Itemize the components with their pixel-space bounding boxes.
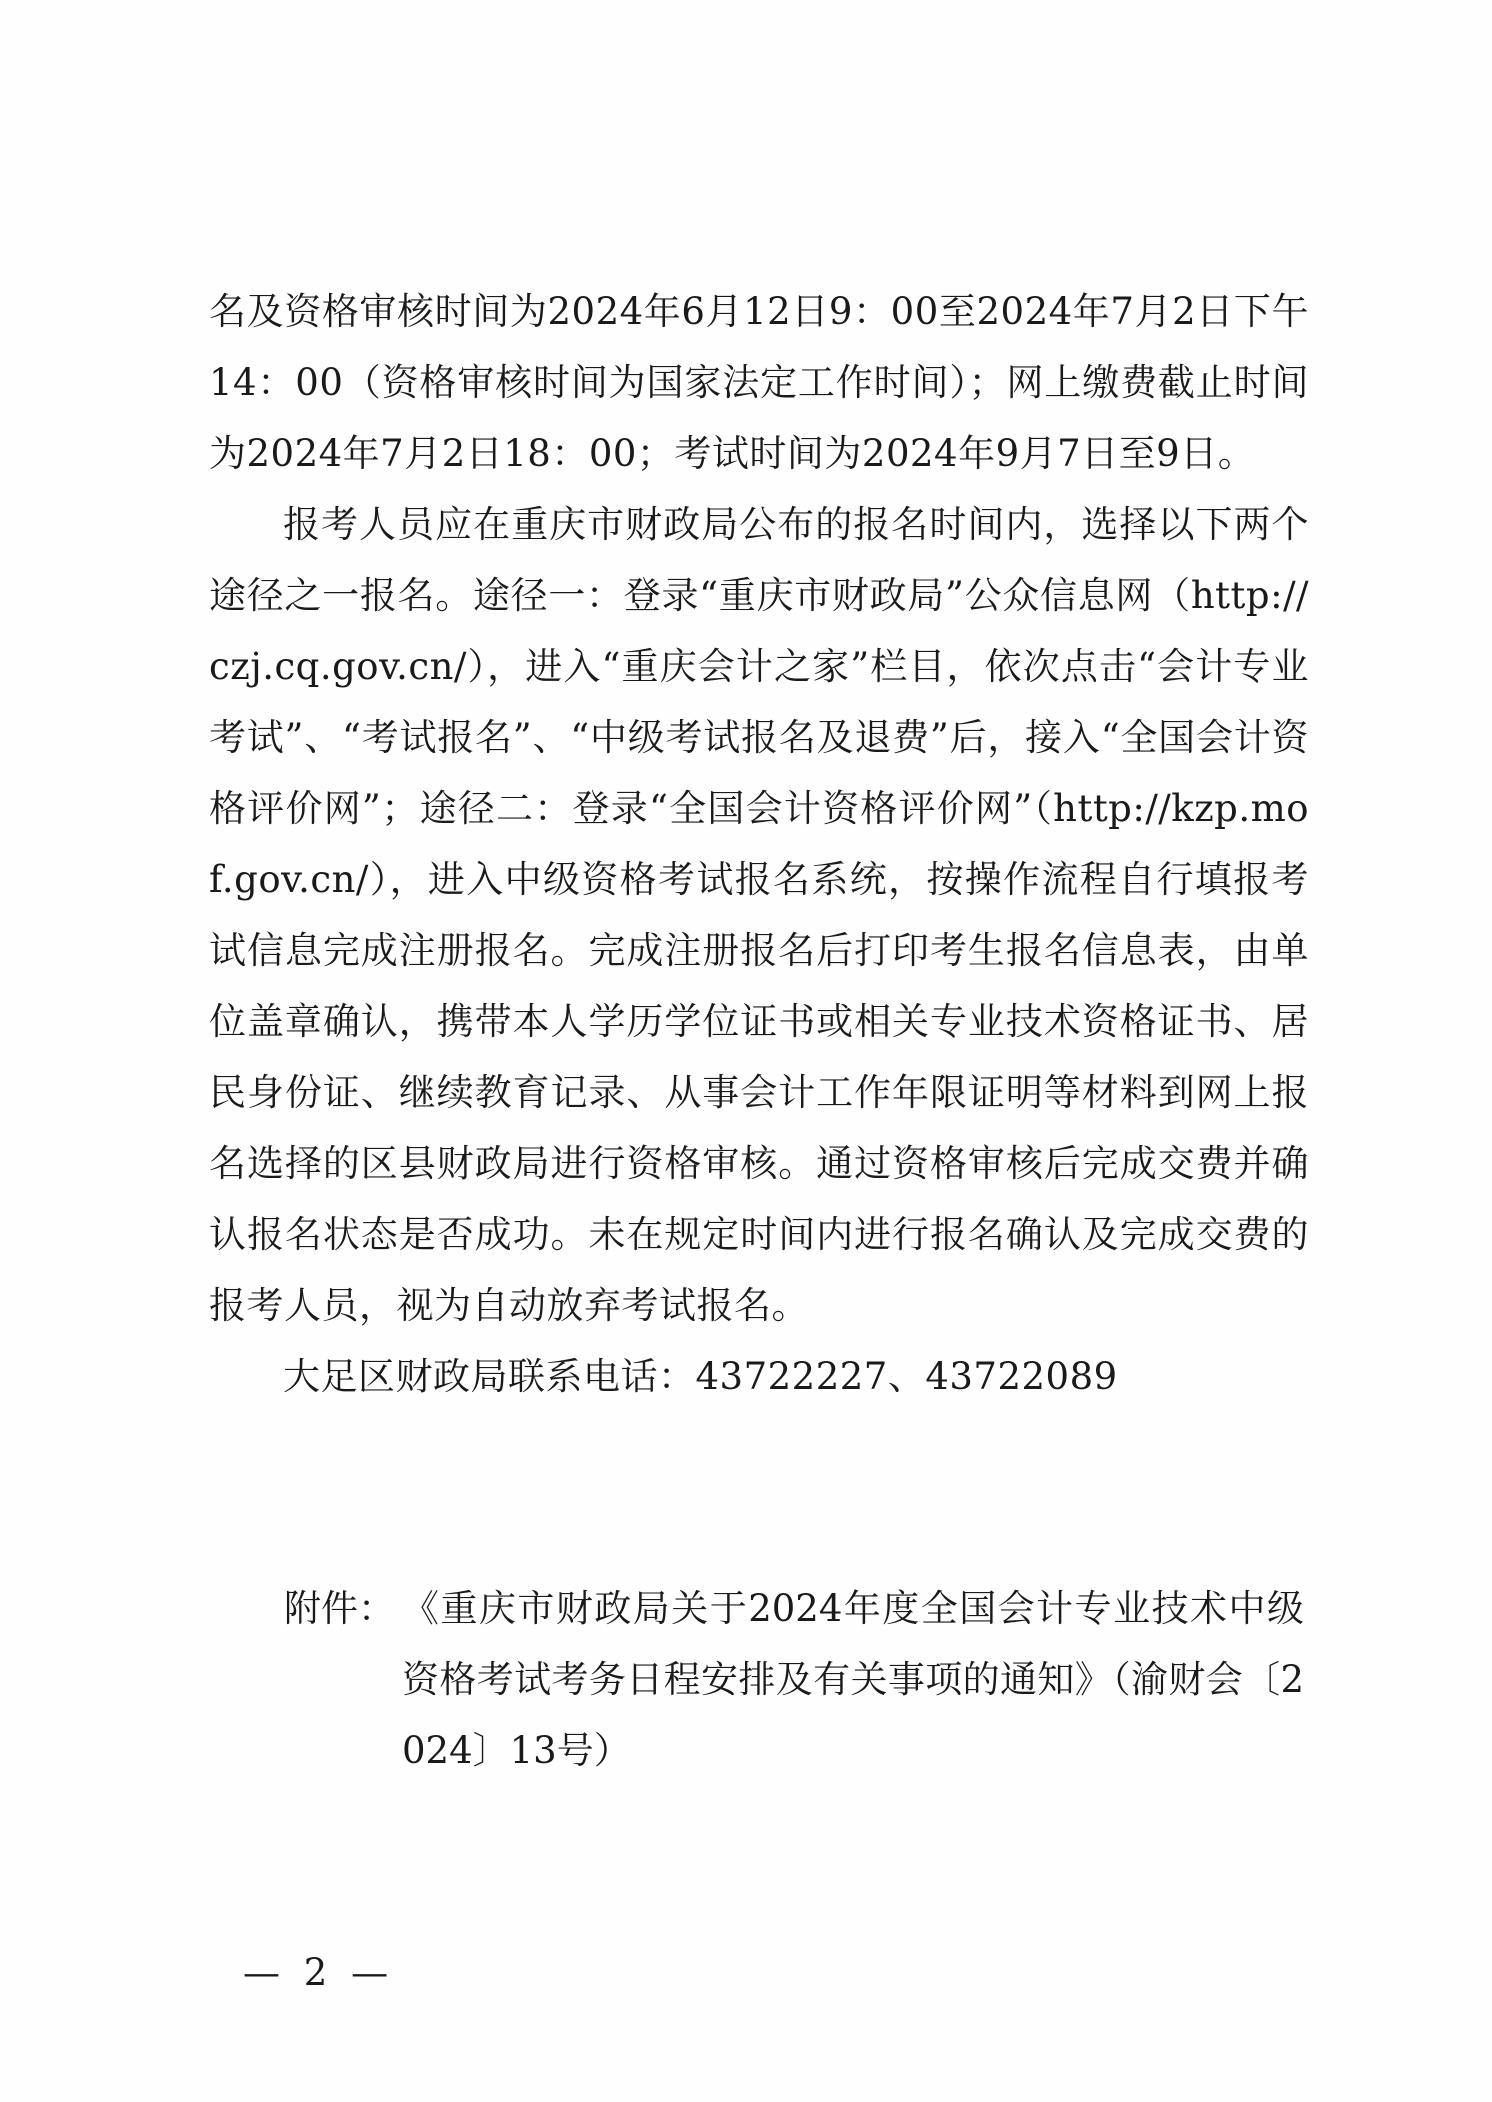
document-body — [209, 276, 1309, 1412]
attachment-title: 《重庆市财政局关于2024年度全国会计专业技术中级资格考试考务日程安排及有关事项的通知》（渝财会〔2024〕13号） — [402, 1587, 1304, 1772]
paragraph-exam-time: 名及资格审核时间为2024年6月12日9：00至2024年7月2日下午14：00（资格审核时间为国家法定工作时间）；网上缴费截止时间为2024年7月2日18：00；考试时间为2024年9月7日至9日。 — [209, 290, 1309, 475]
page-number: — 2 — — [243, 1951, 395, 1994]
paragraph-registration-channels: 报考人员应在重庆市财政局公布的报名时间内，选择以下两个途径之一报名。途径一：登录“重庆市财政局”公众信息网（http://czj.cq.gov.cn/），进入“重庆会计之家”栏目，依次点击“会计专业考试”、“考试报名”、“中级考试报名及退费”后，接入“全国会计资格评价网”；途径二：登录“全国会计资格评价网”（http://kzp.mof.gov.cn/），进入中级资格考试报名系统，按操作流程自行填报考试信息完成注册报名。完成注册报名后打印考生报名信息表，由单位盖章确认，携带本人学历学位证书或相关专业技术资格证书、居民身份证、继续教育记录、从事会计工作年限证明等材料到网上报名选择的区县财政局进行资格审核。通过资格审核后完成交费并确认报名状态是否成功。未在规定时间内进行报名确认及完成交费的报考人员，视为自动放弃考试报名。 — [209, 503, 1309, 1327]
attachment-label: 附件： — [284, 1587, 395, 1630]
paragraph-contact-phone: 大足区财政局联系电话：43722227、43722089 — [283, 1355, 1118, 1398]
attachment-block — [284, 1573, 1304, 1786]
